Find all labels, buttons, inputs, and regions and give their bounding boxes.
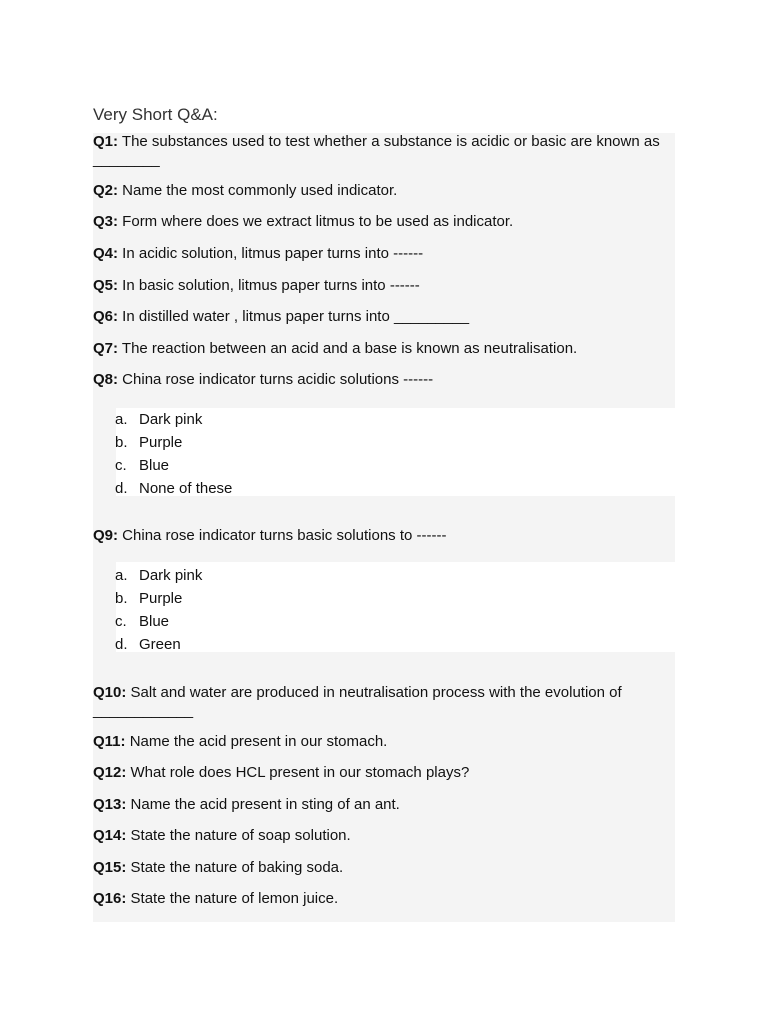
question-number: Q2: [93, 182, 119, 199]
question-text: Name the acid present in our stomach. [125, 733, 388, 750]
question-number: Q13: [93, 796, 127, 813]
question-6 [93, 308, 675, 326]
option-letter: a. [115, 567, 128, 584]
q9-options-list [93, 564, 393, 656]
question-10 [93, 684, 675, 720]
option-text: Purple [139, 434, 183, 451]
question-text: The substances used to test whether a substance is acidic or basic are known as ________ [93, 133, 660, 168]
question-8 [93, 371, 675, 389]
question-number: Q1: [93, 133, 119, 150]
question-number: Q4: [93, 245, 119, 262]
question-text: China rose indicator turns basic solutions to ------ [118, 527, 447, 544]
question-number: Q14: [93, 827, 127, 844]
option-item [93, 610, 393, 633]
option-text: Purple [139, 590, 183, 607]
q8-options-list [93, 408, 393, 500]
question-number: Q11: [93, 733, 126, 750]
question-13 [93, 796, 675, 814]
question-text: Name the acid present in sting of an ant. [126, 796, 400, 813]
question-14 [93, 827, 675, 845]
question-16 [93, 890, 675, 908]
question-1 [93, 133, 675, 169]
question-text: Form where does we extract litmus to be used as indicator. [118, 213, 514, 230]
question-number: Q7: [93, 340, 119, 357]
option-text: Dark pink [139, 411, 203, 428]
question-text: State the nature of soap solution. [126, 827, 351, 844]
option-letter: b. [115, 590, 128, 607]
question-number: Q5: [93, 277, 119, 294]
question-12 [93, 764, 675, 782]
question-text: China rose indicator turns acidic solutions ------ [118, 371, 434, 388]
question-3 [93, 213, 675, 231]
option-letter: c. [115, 457, 127, 474]
question-number: Q6: [93, 308, 119, 325]
question-4 [93, 245, 675, 263]
question-number: Q3: [93, 213, 119, 230]
question-number: Q10: [93, 684, 127, 701]
question-text: State the nature of lemon juice. [126, 890, 339, 907]
option-item [93, 408, 393, 431]
option-letter: a. [115, 411, 128, 428]
question-text: Name the most commonly used indicator. [118, 182, 398, 199]
question-number: Q9: [93, 527, 119, 544]
question-text: State the nature of baking soda. [126, 859, 344, 876]
option-item [93, 633, 393, 656]
question-text: In distilled water , litmus paper turns into _________ [118, 308, 470, 325]
question-number: Q15: [93, 859, 127, 876]
option-item [93, 564, 393, 587]
option-letter: d. [115, 636, 128, 653]
option-text: Blue [139, 457, 170, 474]
option-text: Blue [139, 613, 170, 630]
question-11 [93, 733, 675, 751]
option-item [93, 454, 393, 477]
option-letter: d. [115, 480, 128, 497]
option-item [93, 477, 393, 500]
question-number: Q12: [93, 764, 127, 781]
question-2 [93, 182, 675, 200]
question-15 [93, 859, 675, 877]
option-text: None of these [139, 480, 233, 497]
question-7 [93, 340, 675, 358]
question-text: What role does HCL present in our stomach plays? [126, 764, 470, 781]
option-letter: c. [115, 613, 127, 630]
option-item [93, 587, 393, 610]
question-number: Q16: [93, 890, 127, 907]
question-text: In acidic solution, litmus paper turns into ------ [118, 245, 424, 262]
question-text: Salt and water are produced in neutralisation process with the evolution of ____________ [93, 684, 622, 719]
question-text: The reaction between an acid and a base is known as neutralisation. [118, 340, 578, 357]
page-heading: Very Short Q&A: [93, 105, 218, 124]
question-5 [93, 277, 675, 295]
option-item [93, 431, 393, 454]
shaded-block-1 [93, 133, 675, 408]
question-number: Q8: [93, 371, 119, 388]
option-letter: b. [115, 434, 128, 451]
question-9 [93, 527, 675, 545]
question-text: In basic solution, litmus paper turns into ------ [118, 277, 420, 294]
option-text: Green [139, 636, 181, 653]
option-text: Dark pink [139, 567, 203, 584]
